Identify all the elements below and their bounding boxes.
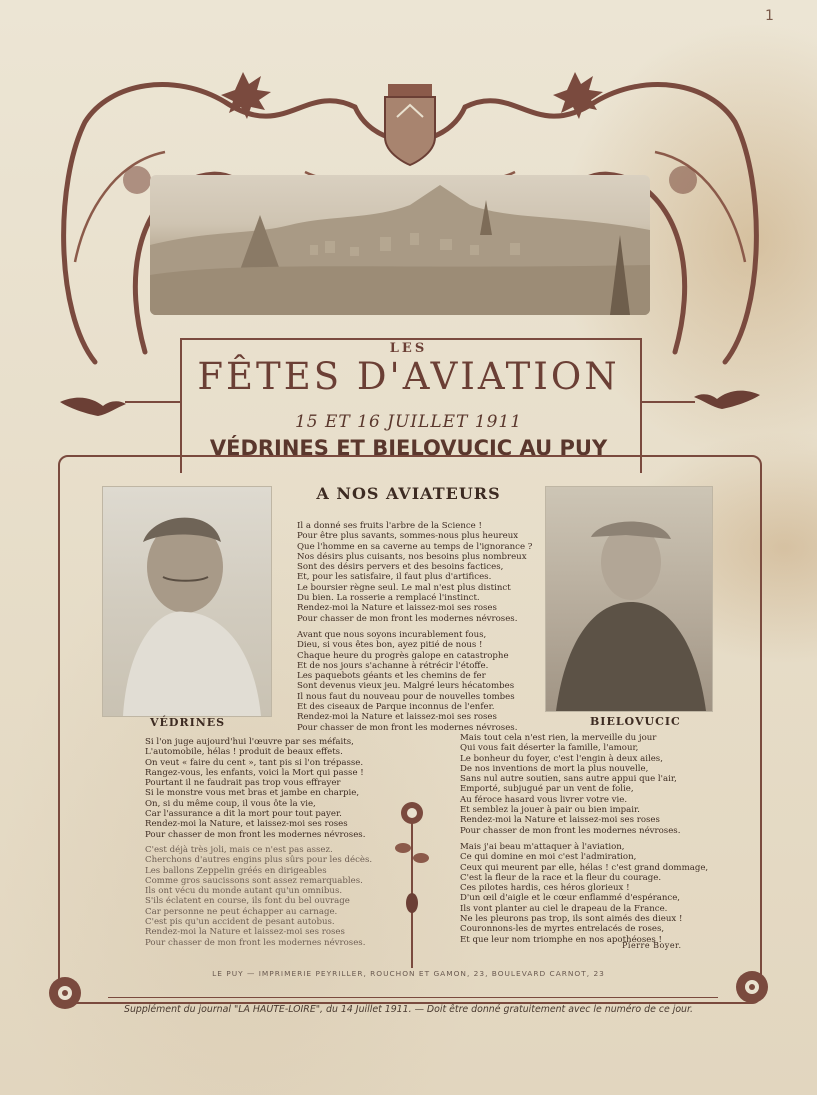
poem-line: L'automobile, hélas ! produit de beaux effets. xyxy=(145,747,343,758)
poem-line: Et de nos jours s'achanne à rétrécir l'étoffe. xyxy=(297,660,489,671)
swallow-ornament-left xyxy=(58,392,128,420)
printer-imprint: LE PUY — IMPRIMERIE PEYRILLER, ROUCHON ET GAMON, 23, BOULEVARD CARNOT, 23 xyxy=(212,969,605,978)
footer-rule xyxy=(108,997,718,998)
aviators-headline: VÉDRINES ET BIELOVUCIC AU PUY xyxy=(209,436,608,460)
header-rule xyxy=(55,398,765,406)
poem-line: Chaque heure du progrès galope en catastrophe xyxy=(297,650,509,661)
poem-line: De nos inventions de mort la plus nouvelle, xyxy=(460,763,649,774)
poem-line: Couronnons-les de myrtes entrelacés de roses, xyxy=(460,924,665,935)
poem-line: Il nous faut du nouveau pour de nouvelles tombes xyxy=(297,691,515,702)
poem-line: Mais tout cela n'est rien, la merveille du jour xyxy=(460,733,657,743)
poem-stanza-4 xyxy=(145,845,372,948)
poem-title: A NOS AVIATEURS xyxy=(316,484,501,503)
poem-line: Pour chasser de mon front les modernes névroses. xyxy=(145,937,366,948)
poem-stanza-3 xyxy=(145,737,365,840)
poem-line: Qui vous fait déserter la famille, l'amour, xyxy=(460,743,639,754)
event-dates: 15 ET 16 JUILLET 1911 xyxy=(294,412,523,432)
poem-line: Pour chasser de mon front les modernes névroses. xyxy=(460,825,681,836)
poem-line: Sont devenus vieux jeu. Malgré leurs hécatombes xyxy=(297,681,515,692)
poem-line: Nos désirs plus cuisants, nos besoins plus nombreux xyxy=(297,551,527,562)
poem-line: Les ballons Zeppelin gréés en dirigeables xyxy=(145,865,327,876)
poem-line: Rendez-moi la Nature, et laissez-moi ses roses xyxy=(145,819,348,830)
poem-line: Ne les pleurons pas trop, ils sont aimés des dieux ! xyxy=(460,914,683,925)
poem-line: D'un œil d'aigle et le cœur enflammé d'espérance, xyxy=(460,893,681,904)
poem-line: On, si du même coup, il vous ôte la vie, xyxy=(145,798,316,809)
supplement-notice: Supplément du journal "LA HAUTE-LOIRE", du 14 Juillet 1911. — Doit être donné gratuitement avec le numéro de ce jour. xyxy=(124,1004,693,1015)
poem-line: Ils vont planter au ciel le drapeau de la France. xyxy=(460,903,668,914)
poem-line: Et semblez la jouer à pair ou bien impair. xyxy=(460,805,640,816)
poem-stanza-6 xyxy=(460,842,708,945)
poem-line: Rendez-moi la Nature et laissez-moi ses roses xyxy=(297,712,497,723)
poem-line: Pour chasser de mon front les modernes névroses. xyxy=(145,829,366,840)
poem-line: Rendez-moi la Nature et laissez-moi ses roses xyxy=(297,603,497,614)
poem-line: S'ils éclatent en course, ils font du bel ouvrage xyxy=(145,896,350,907)
main-title: FÊTES D'AVIATION xyxy=(197,355,620,398)
poem-line: Avant que nous soyons incurablement fous, xyxy=(297,630,487,640)
poem-line: Pourtant il ne faudrait pas trop vous effrayer xyxy=(145,778,341,789)
poem-stanza-1 xyxy=(297,521,532,624)
poem-line: Du bien. La rosserie a remplacé l'instinct. xyxy=(297,593,480,604)
poem-line: Le bonheur du foyer, c'est l'engin à deux ailes, xyxy=(460,753,663,764)
poem-line: Mais j'ai beau m'attaquer à l'aviation, xyxy=(460,842,625,852)
poem-signature: Pierre Boyer. xyxy=(622,941,682,950)
poem-line: Comme gros saucissons sont assez remarquables. xyxy=(145,875,363,886)
poem-line: Pour chasser de mon front les modernes névroses. xyxy=(297,613,518,624)
poem-line: Sont des désirs pervers et des besoins factices, xyxy=(297,562,504,573)
bielovucic-caption: BIELOVUCIC xyxy=(590,715,681,728)
vedrines-caption: VÉDRINES xyxy=(150,716,226,729)
poem-line: Et des ciseaux de Parque inconnus de l'enfer. xyxy=(297,702,495,713)
poem-line: Si l'on juge aujourd'hui l'œuvre par ses méfaits, xyxy=(145,737,354,747)
page-number: 1 xyxy=(765,8,774,24)
poem-line: Au féroce hasard vous livrer votre vie. xyxy=(460,794,628,805)
poem-stanza-2 xyxy=(297,630,517,733)
poem-line: Car personne ne peut échapper au carnage. xyxy=(145,906,338,917)
poem-line: Rangez-vous, les enfants, voici la Mort qui passe ! xyxy=(145,767,364,778)
poem-line: Ce qui domine en moi c'est l'admiration, xyxy=(460,852,637,863)
poem-line: Si le monstre vous met bras et jambe en charpie, xyxy=(145,788,360,799)
poem-line: C'est déjà très joli, mais ce n'est pas assez. xyxy=(145,845,333,855)
title-les: LES xyxy=(389,341,428,356)
poem-line: Dieu, si vous êtes bon, ayez pitié de nous ! xyxy=(297,640,483,651)
poem-line: On veut « faire du cent », tant pis si l'on trépasse. xyxy=(145,757,364,768)
poem-line: Que l'homme en sa caverne au temps de l'ignorance ? xyxy=(297,541,533,552)
poem-line: Rendez-moi la Nature et laissez-moi ses roses xyxy=(460,815,660,826)
poem-line: Ils ont vécu du monde autant qu'un omnibus. xyxy=(145,886,343,897)
poem-line: Les paquebots géants et les chemins de fer xyxy=(297,671,486,682)
poem-line: Et que leur nom triomphe en nos apothéoses ! xyxy=(460,934,662,945)
poem-line: Pour chasser de mon front les modernes névroses. xyxy=(297,722,518,733)
poem-line: Le boursier règne seul. Le mal n'est plus distinct xyxy=(297,582,511,593)
le-puy-landscape-illustration xyxy=(150,175,650,315)
poem-line: Ces pilotes hardis, ces héros glorieux ! xyxy=(460,883,630,894)
poem-line: Rendez-moi la Nature et laissez-moi ses roses xyxy=(145,927,345,938)
poem-line: Emporté, subjugué par un vent de folie, xyxy=(460,784,634,795)
bielovucic-portrait xyxy=(545,486,713,712)
poem-line: Pour être plus savants, sommes-nous plus heureux xyxy=(297,531,519,542)
poem-line: Sans nul autre soutien, sans autre appui que l'air, xyxy=(460,774,677,785)
poem-line: C'est pis qu'un accident de pesant autobus. xyxy=(145,917,335,928)
poem-stanza-5 xyxy=(460,733,680,836)
poem-line: Ceux qui meurent par elle, hélas ! c'est grand dommage, xyxy=(460,862,709,873)
poem-line: Cherchons d'autres engins plus sûrs pour les décès. xyxy=(145,855,373,866)
poem-line: C'est la fleur de la race et la fleur du courage. xyxy=(460,872,662,883)
poem-line: Il a donné ses fruits l'arbre de la Science ! xyxy=(297,521,482,531)
poem-line: Et, pour les satisfaire, il faut plus d'artifices. xyxy=(297,572,492,583)
vedrines-portrait xyxy=(102,486,272,717)
floral-divider-ornament xyxy=(392,783,432,973)
poem-line: Car l'assurance a dit la mort pour tout payer. xyxy=(145,809,342,820)
